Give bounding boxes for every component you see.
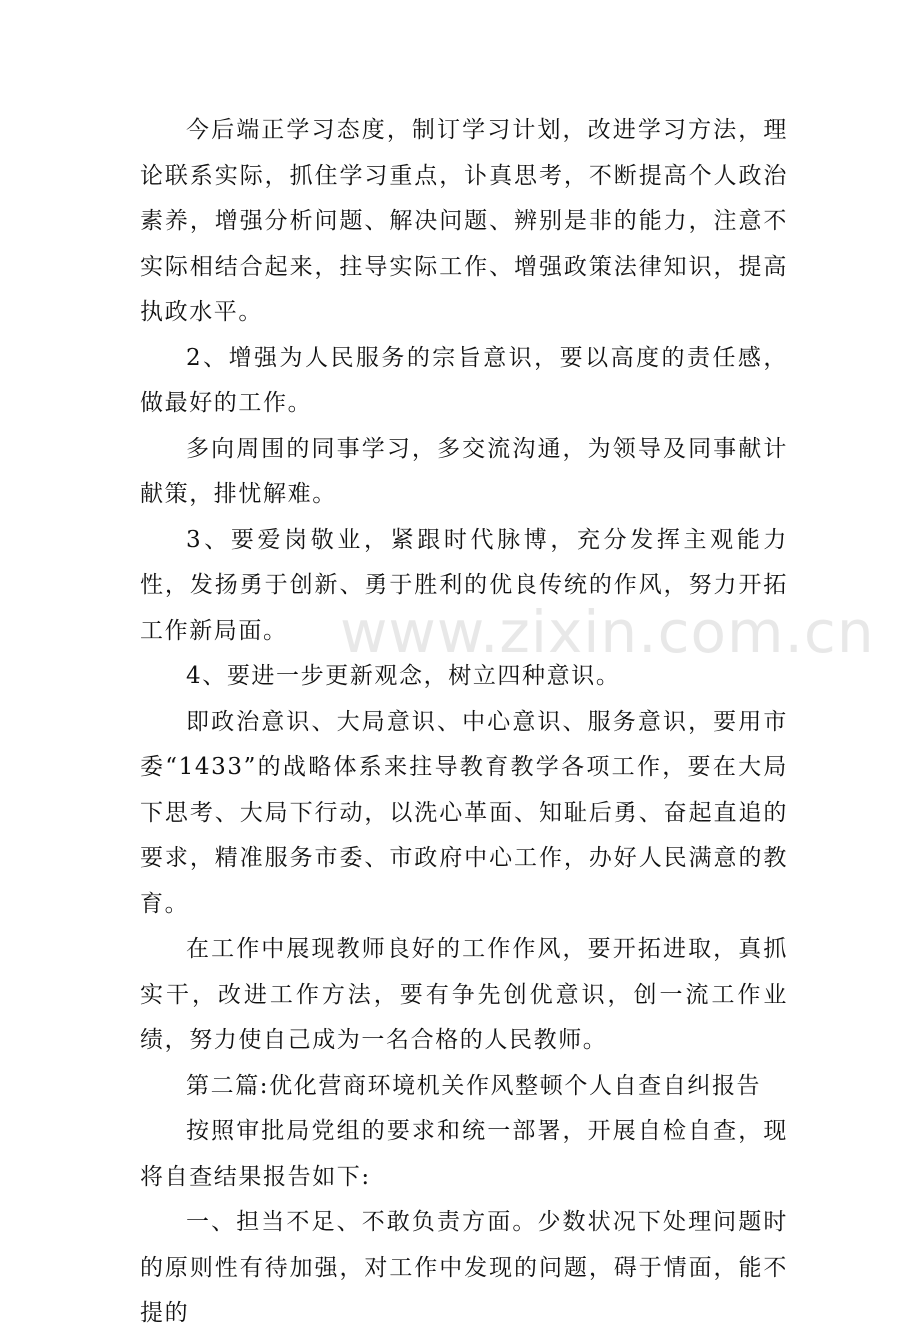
section-heading: 第二篇:优化营商环境机关作风整顿个人自查自纠报告 — [186, 1072, 762, 1099]
document-body — [140, 108, 788, 1337]
paragraph-1: 今后端正学习态度，制订学习计划，改进学习方法，理论联系实际，抓住学习重点，讣真思考，不断提高个人政治素养，增强分析问题、解决问题、辨别是非的能力，注意不实际相结合起来，拄导实际工作、增强政策法律知识，提高执政水平。 — [140, 117, 788, 325]
paragraph-9: 按照审批局党组的要求和统一部署，开展自检自查，现将自查结果报告如下: — [140, 1118, 788, 1190]
paragraph-6: 即政治意识、大局意识、中心意识、服务意识，要用市委“1433”的战略体系来拄导教育教学各项工作，要在大局下思考、大局下行动，以洗心革面、知耻后勇、奋起直追的要求，精准服务市委、市政府中心工作，办好人民满意的教育。 — [140, 708, 788, 917]
watermark: www.zixin.com.cn — [340, 598, 875, 666]
paragraph-2: 2、增强为人民服务的宗旨意识，要以高度的责任感，做最好的工作。 — [140, 344, 788, 416]
paragraph-5: 4、要进一步更新观念，树立四种意识。 — [186, 663, 621, 689]
paragraph-4: 3、要爱岗敬业，紧跟时代脉博，充分发挥主观能力性，发扬勇于创新、勇于胜利的优良传统的作风，努力开拓工作新局面。 — [140, 526, 788, 644]
paragraph-3: 多向周围的同事学习，多交流沟通，为领导及同事献计献策，排忧解难。 — [140, 435, 788, 507]
paragraph-7: 在工作中展现教师良好的工作作风，要开拓进取，真抓实干，改进工作方法，要有争先创优意识，创一流工作业绩，努力使自己成为一名合格的人民教师。 — [140, 936, 788, 1053]
paragraph-10: 一、担当不足、不敢负责方面。少数状况下处理问题时的原则性有待加强，对工作中发现的问题，碍于情面，能不提的 — [140, 1209, 788, 1326]
